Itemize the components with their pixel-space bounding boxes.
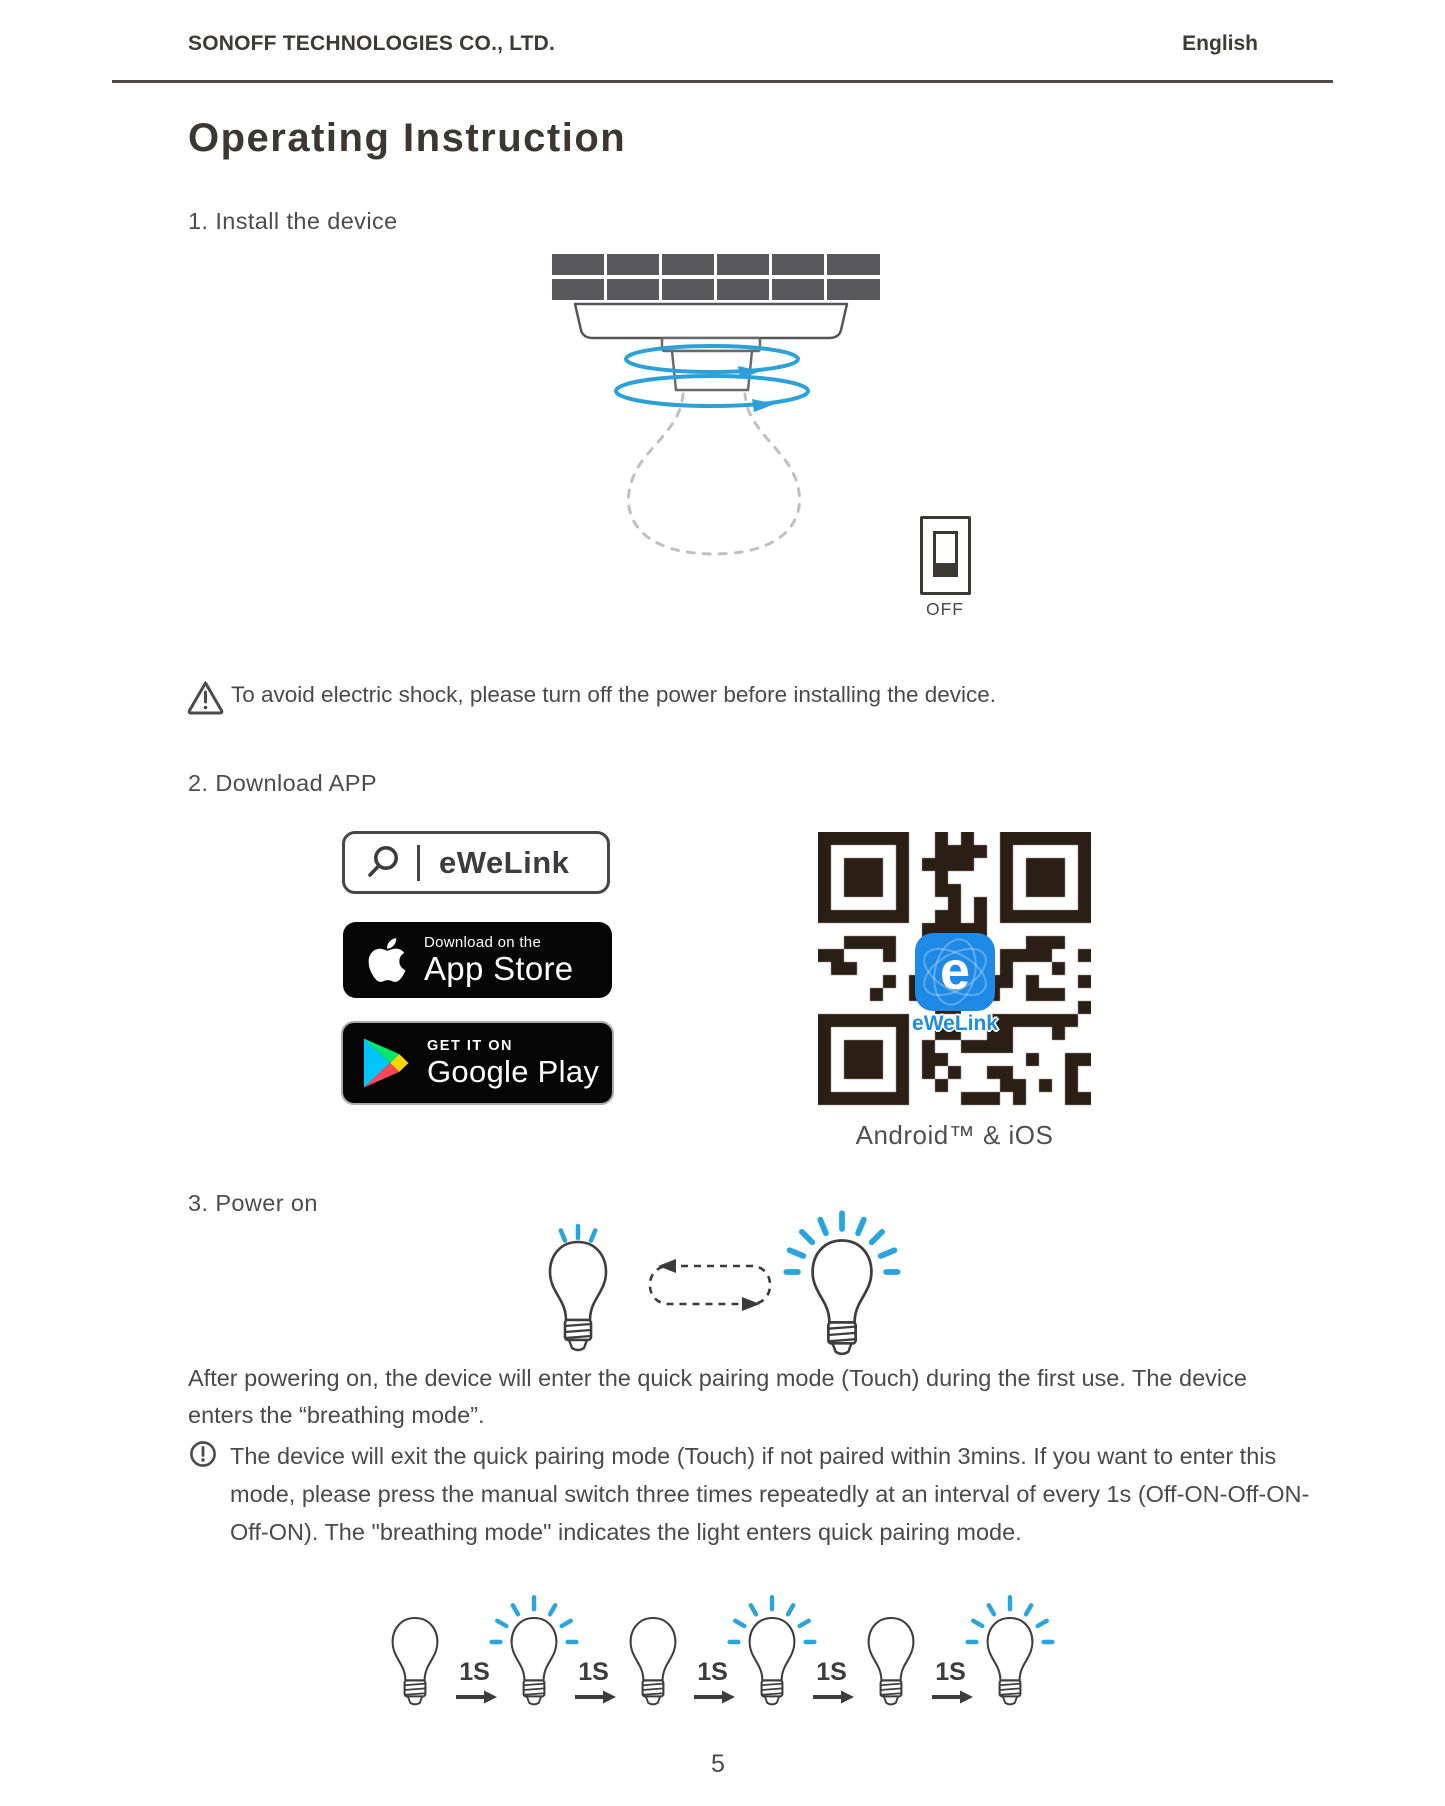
app-store-tagline: Download on the <box>424 933 542 951</box>
google-play-tagline: GET IT ON <box>427 1037 513 1054</box>
bulb-dim-icon <box>550 1226 606 1350</box>
ewelink-logo-arcs <box>915 933 995 1011</box>
app-store-badge <box>343 922 612 998</box>
interval-label: 1S <box>935 1658 966 1686</box>
bulb-on-icon <box>730 1597 815 1704</box>
app-store-name: App Store <box>424 949 574 987</box>
magnifier-icon <box>365 845 401 881</box>
search-divider <box>417 845 420 881</box>
switch-off-label: OFF <box>926 599 964 619</box>
blink-sequence-illustration <box>350 1590 1090 1765</box>
right-arrow-icon <box>484 1691 497 1704</box>
exclamation-circle-icon <box>189 1440 217 1468</box>
pairing-note-text: The device will exit the quick pairing mode (Touch) if not paired within 3mins. If you want to enter this mode, please press the manual switch three times repeatedly at an interval of every 1s (Off-ON-Off-ON-Off-ON). The "breathing mode" indicates the light enters quick pairing mode. <box>230 1443 1310 1545</box>
interval-label: 1S <box>578 1658 609 1686</box>
right-arrow-icon <box>960 1691 973 1704</box>
fixture-plate <box>575 304 847 338</box>
toggle-cycle-arrows-icon <box>650 1259 770 1311</box>
search-app-name: eWeLink <box>439 844 570 880</box>
bulb-on-icon <box>968 1597 1053 1704</box>
language-label: English <box>1182 32 1258 55</box>
qr-caption: Android™ & iOS <box>855 1120 1054 1150</box>
ewelink-logo-letter: e <box>939 941 971 1001</box>
power-on-paragraph: After powering on, the device will enter the quick pairing mode (Touch) during the first use. The device enters the “breathing mode”. <box>188 1365 1247 1428</box>
google-play-badge <box>341 1021 614 1105</box>
install-illustration <box>440 242 1020 558</box>
page-title: Operating Instruction <box>188 116 627 160</box>
switch-rocker <box>933 531 958 577</box>
bulb-dashed-outline <box>629 394 800 554</box>
power-on-illustration <box>470 1208 910 1360</box>
bulb-off-icon <box>869 1618 914 1704</box>
ceiling-bricks-icon <box>552 254 880 300</box>
company-name: SONOFF TECHNOLOGIES CO., LTD. <box>188 32 556 55</box>
play-triangle-icon <box>364 1037 410 1089</box>
apple-logo-icon <box>367 935 407 985</box>
section-heading-download: 2. Download APP <box>188 770 377 796</box>
rocker-switch-off-icon <box>920 516 971 595</box>
bulb-glowing-icon <box>786 1213 897 1354</box>
right-arrow-icon <box>841 1691 854 1704</box>
bulb-off-icon <box>393 1618 438 1704</box>
right-arrow-icon <box>603 1691 616 1704</box>
section-heading-power-on: 3. Power on <box>188 1190 318 1216</box>
interval-label: 1S <box>816 1658 847 1686</box>
header-rule <box>112 80 1333 83</box>
warning-triangle-icon <box>187 680 224 715</box>
bulb-on-icon <box>492 1597 577 1704</box>
page-number: 5 <box>711 1750 725 1778</box>
interval-label: 1S <box>459 1658 490 1686</box>
bulb-off-icon <box>631 1618 676 1704</box>
section-heading-install: 1. Install the device <box>188 208 398 234</box>
qr-code <box>818 832 1091 1107</box>
google-play-name: Google Play <box>427 1053 600 1089</box>
warning-text: To avoid electric shock, please turn off the power before installing the device. <box>231 682 997 707</box>
search-box <box>342 831 610 894</box>
ewelink-logo <box>915 933 995 1011</box>
ewelink-logo-label: eWeLink <box>912 1012 998 1035</box>
right-arrow-icon <box>722 1691 735 1704</box>
interval-label: 1S <box>697 1658 728 1686</box>
